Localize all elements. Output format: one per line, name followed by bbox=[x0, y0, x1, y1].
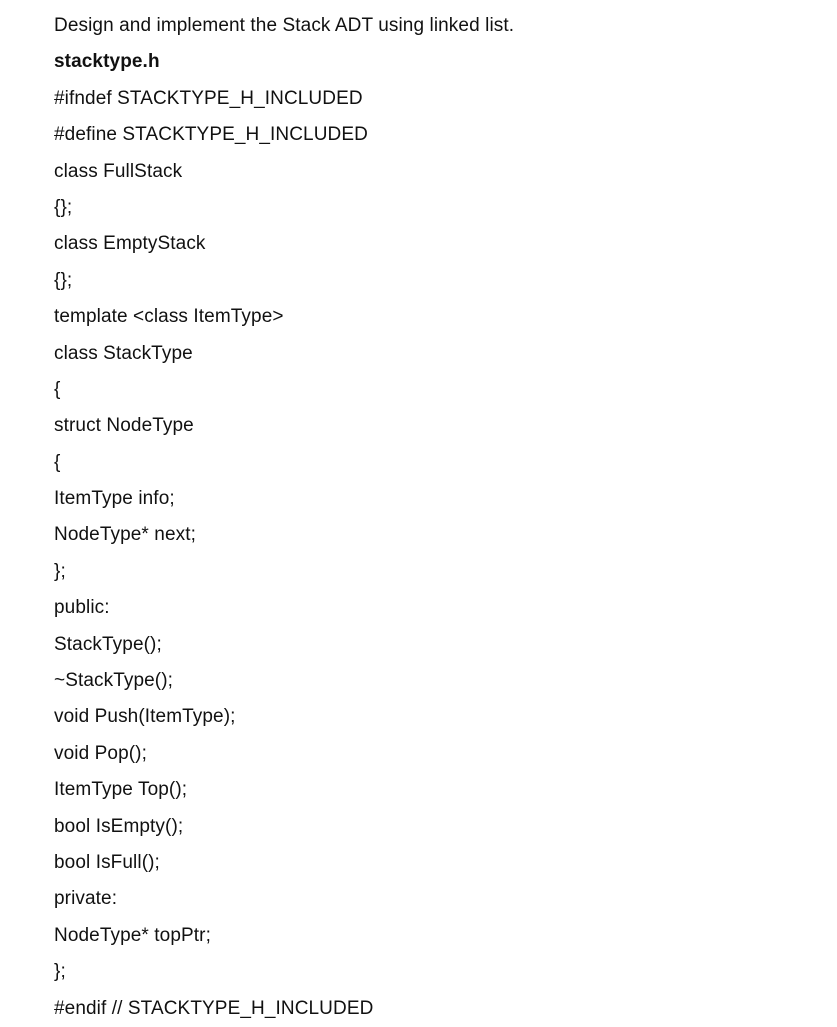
code-line: class StackType bbox=[54, 342, 193, 364]
code-line: class EmptyStack bbox=[54, 233, 206, 255]
code-line: bool IsFull(); bbox=[54, 851, 160, 873]
code-line: #endif // STACKTYPE_H_INCLUDED bbox=[54, 997, 374, 1019]
code-line: #ifndef STACKTYPE_H_INCLUDED bbox=[54, 87, 363, 109]
code-line: {}; bbox=[54, 196, 73, 218]
code-line: void Pop(); bbox=[54, 742, 147, 764]
code-line: void Push(ItemType); bbox=[54, 706, 236, 728]
code-line: ItemType Top(); bbox=[54, 779, 188, 801]
code-line: ~StackType(); bbox=[54, 670, 174, 692]
code-line: private: bbox=[54, 888, 118, 910]
filename-heading: stacktype.h bbox=[54, 51, 160, 73]
code-line: bool IsEmpty(); bbox=[54, 815, 184, 837]
code-line: NodeType* next; bbox=[54, 524, 196, 546]
code-line: StackType(); bbox=[54, 633, 162, 655]
code-line: public: bbox=[54, 597, 110, 619]
code-line: template <class ItemType> bbox=[54, 306, 284, 328]
code-line: { bbox=[54, 378, 61, 400]
code-line: class FullStack bbox=[54, 160, 183, 182]
code-line: }; bbox=[54, 560, 66, 582]
document-body bbox=[54, 8, 817, 1027]
code-line: struct NodeType bbox=[54, 415, 194, 437]
intro-text: Design and implement the Stack ADT using linked list. bbox=[54, 15, 515, 36]
code-line: {}; bbox=[54, 269, 73, 291]
code-line: }; bbox=[54, 961, 66, 983]
code-line: #define STACKTYPE_H_INCLUDED bbox=[54, 124, 368, 146]
code-line: ItemType info; bbox=[54, 488, 175, 510]
code-line: NodeType* topPtr; bbox=[54, 924, 211, 946]
code-line: { bbox=[54, 451, 61, 473]
